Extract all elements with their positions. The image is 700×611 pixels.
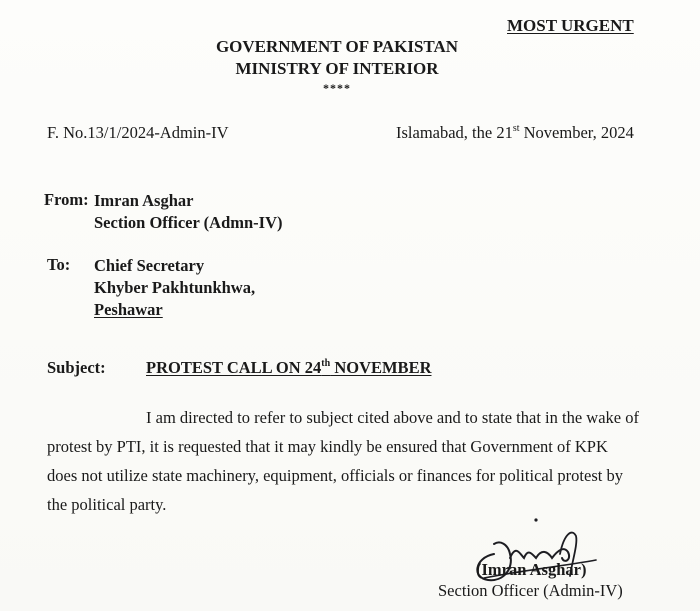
subject-label: Subject: — [47, 358, 106, 377]
date-ordinal: st — [512, 123, 520, 134]
signatory-designation: Section Officer (Admin-IV) — [438, 581, 623, 600]
subject-ordinal: th — [321, 358, 331, 369]
signatory-name: (Imran Asghar) — [476, 560, 587, 579]
date-rest: November, 2024 — [519, 123, 634, 142]
letterhead — [0, 36, 674, 96]
to-line-3: Peshawar — [94, 300, 163, 319]
to-line-2: Khyber Pakhtunkhwa, — [94, 278, 256, 297]
subject-rest: NOVEMBER — [330, 358, 432, 377]
body-line-2: protest by PTI, it is requested that it may kindly be ensured that Government of KPK — [47, 437, 608, 456]
from-label: From: — [44, 190, 89, 209]
body-paragraph — [47, 403, 637, 519]
to-label: To: — [47, 255, 71, 274]
file-number: F. No.13/1/2024-Admin-IV — [47, 123, 229, 142]
ministry-title: MINISTRY OF INTERIOR — [235, 59, 439, 78]
subject-text — [146, 358, 431, 378]
from-designation: Section Officer (Admn-IV) — [94, 213, 283, 232]
header-stars: **** — [323, 81, 351, 95]
to-line-1: Chief Secretary — [94, 256, 205, 275]
from-block — [94, 190, 283, 234]
body-line-1: I am directed to refer to subject cited above and to state that in the wake of — [146, 408, 639, 427]
body-line-4: the political party. — [47, 495, 167, 514]
from-name: Imran Asghar — [94, 191, 194, 210]
urgency-label: MOST URGENT — [507, 16, 634, 35]
date-prefix: Islamabad, the 21 — [396, 123, 513, 142]
body-line-3: does not utilize state machinery, equipment, officials or finances for political protest by — [47, 466, 623, 485]
subject-prefix: PROTEST CALL ON 24 — [146, 358, 322, 377]
date-line — [396, 123, 634, 143]
to-block — [94, 255, 255, 321]
government-title: GOVERNMENT OF PAKISTAN — [215, 37, 459, 56]
